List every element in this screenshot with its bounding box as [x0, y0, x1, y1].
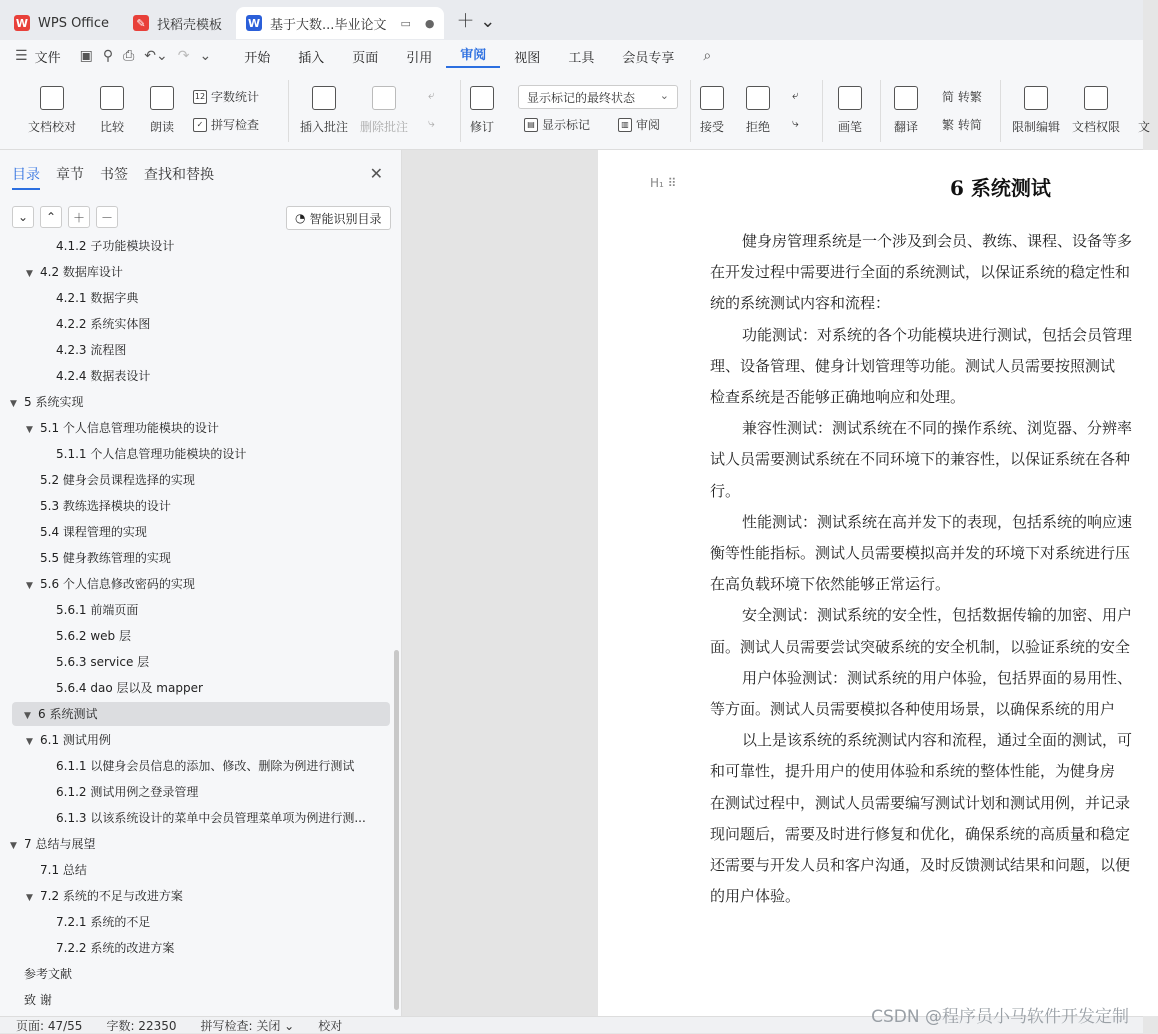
toc-item-label: 5.6.1 前端页面	[56, 603, 139, 617]
track-changes-button[interactable]: 修订	[470, 72, 494, 135]
delete-comment-button[interactable]: 删除批注	[360, 72, 408, 135]
tab-find-replace[interactable]: 查找和替换	[144, 167, 214, 183]
document-line: 安全测试：测试系统的安全性，包括数据传输的加密、用户	[742, 606, 1133, 625]
divider	[690, 80, 691, 142]
toc-item-label: 5.3 教练选择模块的设计	[40, 499, 171, 513]
document-line: 还需要与开发人员和客户沟通，及时反馈测试结果和问题，以便	[710, 856, 1131, 874]
collapse-all-button[interactable]: ⌄	[12, 206, 34, 228]
show-markup-icon: ▤	[524, 118, 538, 132]
to-traditional-button[interactable]: 简 转繁	[942, 90, 982, 104]
toc-item[interactable]	[56, 364, 394, 388]
toc-item[interactable]	[12, 702, 390, 726]
toc-item[interactable]	[56, 338, 394, 362]
toc-item-label: 6.1.2 测试用例之登录管理	[56, 785, 199, 799]
toc-item[interactable]	[10, 832, 380, 856]
divider	[822, 80, 823, 142]
add-heading-button[interactable]: ＋	[68, 206, 90, 228]
toc-item-label: 7.2.2 系统的改进方案	[56, 941, 175, 955]
toc-item[interactable]	[56, 936, 394, 960]
chevron-down-icon: ⌄	[659, 89, 669, 102]
toc-item[interactable]	[26, 884, 380, 908]
pen-icon	[838, 86, 862, 110]
document-line: 在开发过程中需要进行全面的系统测试，以保证系统的稳定性和	[710, 263, 1131, 282]
expand-arrow-icon[interactable]: ▼	[10, 841, 17, 851]
toc-item[interactable]	[56, 780, 394, 804]
document-line: 检查系统是否能够正确地响应和处理。	[710, 388, 966, 406]
document-line: 面。测试人员需要尝试突破系统的安全机制，以验证系统的安全	[710, 637, 1131, 656]
print-preview-icon[interactable]: ⎙	[123, 48, 135, 64]
expand-arrow-icon[interactable]: ▼	[26, 425, 33, 435]
compare-button[interactable]: 比较	[100, 72, 124, 135]
spell-check-icon: ✓	[193, 118, 207, 132]
more-chevron-icon[interactable]: ⌄	[199, 48, 212, 64]
menu-view[interactable]: 视图	[514, 50, 541, 66]
toc-item[interactable]	[40, 520, 394, 544]
review-ribbon	[0, 72, 1150, 150]
toc-item-label: 4.2.4 数据表设计	[56, 369, 151, 383]
toc-item[interactable]	[26, 416, 380, 440]
toc-item[interactable]	[10, 390, 380, 414]
menu-page[interactable]: 页面	[352, 50, 379, 66]
delete-comment-icon	[372, 86, 396, 110]
toc-item-label: 5.2 健身会员课程选择的实现	[40, 473, 195, 487]
prev-comment-icon[interactable]: ⤶	[428, 88, 435, 102]
save-icon[interactable]: ▣	[79, 48, 93, 64]
to-simplified-button[interactable]: 繁 转简	[942, 118, 982, 132]
reject-icon	[746, 86, 770, 110]
toc-item-label: 4.2.1 数据字典	[56, 291, 139, 305]
toc-item-label: 4.2 数据库设计	[40, 265, 123, 279]
toc-item-label: 5.6.3 service 层	[56, 655, 150, 669]
toc-item-label: 7.2 系统的不足与改进方案	[40, 889, 183, 903]
toc-item[interactable]	[40, 858, 394, 882]
next-comment-icon[interactable]: ⤷	[428, 116, 435, 130]
insert-comment-button[interactable]: 插入批注	[300, 72, 348, 135]
expand-arrow-icon[interactable]: ▼	[26, 737, 33, 747]
toc-item-label: 5 系统实现	[24, 395, 84, 409]
toc-item[interactable]	[40, 468, 394, 492]
menu-references[interactable]: 引用	[406, 50, 433, 66]
overflow-icon	[1132, 86, 1156, 110]
toc-item[interactable]	[56, 624, 394, 648]
accept-icon	[700, 86, 724, 110]
word-count-status[interactable]: 字数: 22350	[106, 1018, 177, 1033]
document-line: 的用户体验。	[710, 887, 801, 906]
document-line: 用户体验测试：测试系统的用户体验，包括界面的易用性、	[742, 668, 1133, 687]
divider	[880, 80, 881, 142]
search-icon[interactable]: ⌕	[703, 48, 712, 64]
toc-item[interactable]	[56, 286, 394, 310]
word-icon: W	[247, 16, 261, 30]
next-change-icon[interactable]: ⤷	[792, 116, 799, 130]
accept-button[interactable]: 接受	[700, 72, 724, 135]
toc-item-label: 5.1.1 个人信息管理功能模块的设计	[56, 447, 247, 461]
expand-arrow-icon[interactable]: ▼	[26, 269, 33, 279]
expand-arrow-icon[interactable]: ▼	[26, 893, 33, 903]
toc-item-label: 5.6 个人信息修改密码的实现	[40, 577, 195, 591]
menu-insert[interactable]: 插入	[298, 50, 325, 66]
toc-item[interactable]	[56, 442, 394, 466]
toc-item-label: 4.2.2 系统实体图	[56, 317, 151, 331]
document-line: 统的系统测试内容和流程：	[710, 294, 891, 313]
expand-up-button[interactable]: ⌃	[40, 206, 62, 228]
menu-file[interactable]: 文件	[34, 50, 61, 66]
document-line: 以上是该系统的系统测试内容和流程，通过全面的测试，可	[742, 731, 1133, 750]
document-line: 和可靠性，提升用户的使用体验和系统的整体性能，为健身房	[710, 762, 1116, 781]
toc-item-label: 7 总结与展望	[24, 837, 96, 851]
menu-tools[interactable]: 工具	[568, 50, 595, 66]
toc-item[interactable]	[26, 572, 380, 596]
toc-item[interactable]	[56, 312, 394, 336]
title-tab-bar	[0, 0, 1143, 40]
expand-arrow-icon[interactable]: ▼	[10, 399, 17, 409]
document-line: 健身房管理系统是一个涉及到会员、教练、课程、设备等多	[742, 232, 1133, 250]
word-count-icon: 12	[193, 90, 207, 104]
close-icon[interactable]: ✕	[369, 164, 383, 183]
toc-item[interactable]	[56, 650, 394, 674]
show-markup-button[interactable]: ▤ 显示标记	[524, 116, 590, 133]
ribbon-overflow-button[interactable]: 文	[1132, 72, 1156, 135]
hamburger-icon[interactable]: ☰	[15, 48, 28, 64]
toc-item-label: 7.1 总结	[40, 863, 87, 877]
tab-wps-office[interactable]	[4, 7, 119, 39]
toc-item[interactable]	[24, 988, 394, 1012]
review-pane-icon: ▥	[618, 118, 632, 132]
permission-icon	[1084, 86, 1108, 110]
document-line: 现问题后，需要及时进行修复和优化，确保系统的高质量和稳定	[710, 824, 1131, 843]
toc-item-label: 5.6.2 web 层	[56, 629, 131, 643]
expand-arrow-icon[interactable]: ▼	[26, 581, 33, 591]
lock-doc-icon	[1024, 86, 1048, 110]
document-line: 试人员需要测试系统在不同环境下的兼容性，以保证系统在各种	[710, 450, 1131, 469]
toc-item-label: 致 谢	[24, 993, 52, 1007]
page-indicator[interactable]: 页面: 47/55	[16, 1018, 83, 1033]
proof-status[interactable]: 校对	[318, 1018, 343, 1033]
toc-list	[0, 238, 394, 1016]
toc-item[interactable]	[56, 910, 394, 934]
spell-check-status[interactable]: 拼写检查: 关闭 ⌄	[200, 1018, 295, 1033]
track-changes-icon	[470, 86, 494, 110]
wps-logo-icon: W	[15, 16, 29, 30]
document-line: 行。	[710, 481, 741, 500]
window-icon[interactable]: ▭	[400, 16, 411, 30]
divider	[1000, 80, 1001, 142]
toc-item[interactable]	[26, 260, 380, 284]
document-line: 衡等性能指标。测试人员需要模拟高并发的环境下对系统进行压	[710, 544, 1131, 562]
tab-toc[interactable]: 目录	[12, 164, 40, 190]
toc-item-label: 5.4 课程管理的实现	[40, 525, 147, 539]
redo-icon[interactable]: ↷	[177, 48, 190, 64]
document-line: 性能测试：测试系统在高并发下的表现，包括系统的响应速	[742, 512, 1133, 531]
menu-review[interactable]: 审阅	[446, 44, 500, 68]
tab-docer[interactable]	[123, 7, 232, 39]
document-page[interactable]	[598, 150, 1158, 1016]
compare-icon	[100, 86, 124, 110]
toc-item[interactable]	[56, 806, 394, 830]
toc-item[interactable]	[56, 754, 394, 778]
divider	[460, 80, 461, 142]
comment-icon	[312, 86, 336, 110]
toc-item[interactable]	[40, 494, 394, 518]
pen-button[interactable]: 画笔	[838, 72, 862, 135]
toc-item-label: 4.2.3 流程图	[56, 343, 127, 357]
toc-item[interactable]	[40, 546, 394, 570]
markup-state-select[interactable]: 显示标记的最终状态 ⌄	[518, 85, 678, 109]
menu-start[interactable]: 开始	[244, 50, 271, 66]
menu-bar	[0, 40, 1143, 72]
reject-button[interactable]: 拒绝	[746, 72, 770, 135]
smart-toc-button[interactable]: ◔ 智能识别目录	[286, 206, 391, 230]
toc-item[interactable]	[56, 234, 394, 258]
share-icon[interactable]: ⚲	[102, 48, 114, 64]
tab-bookmarks[interactable]: 书签	[100, 167, 128, 183]
toc-item-label: 4.1.2 子功能模块设计	[56, 239, 175, 253]
restrict-edit-button[interactable]: 限制编辑	[1012, 72, 1060, 135]
read-aloud-icon	[150, 86, 174, 110]
document-line: 功能测试：对系统的各个功能模块进行测试，包括会员管理	[742, 325, 1133, 344]
toc-item-label: 参考文献	[24, 967, 73, 981]
tab-label: 基于大数...毕业论文	[270, 17, 387, 33]
document-area	[402, 150, 1143, 1016]
review-pane-button[interactable]: ▥ 审阅	[618, 116, 660, 133]
tab-label: WPS Office	[38, 15, 110, 31]
nav-scrollbar[interactable]	[394, 650, 399, 1010]
smart-toc-icon: ◔	[295, 211, 306, 225]
proofread-button[interactable]: 文档校对	[28, 72, 76, 135]
toc-controls	[12, 206, 118, 228]
document-line: 在高负载环境下依然能够正常运行。	[710, 575, 951, 594]
menu-member[interactable]: 会员专享	[622, 50, 675, 66]
read-aloud-button[interactable]: 朗读	[150, 72, 174, 135]
translate-button[interactable]: 翻译	[894, 72, 918, 135]
tab-label: 找稻壳模板	[157, 17, 223, 33]
doc-permission-button[interactable]: 文档权限	[1072, 72, 1120, 135]
translate-icon	[894, 86, 918, 110]
docer-icon: ✎	[133, 15, 149, 31]
undo-icon[interactable]: ↶⌄	[144, 48, 168, 64]
csdn-watermark: CSDN @程序员小马软件开发定制	[871, 1007, 1129, 1027]
toc-item-label: 6 系统测试	[38, 707, 98, 721]
unsaved-dot-icon[interactable]: ●	[424, 16, 435, 30]
toc-item-label: 5.6.4 dao 层以及 mapper	[56, 681, 203, 695]
tab-sections[interactable]: 章节	[56, 167, 84, 183]
word-count-button[interactable]: 12 字数统计	[194, 90, 260, 104]
toc-item[interactable]	[56, 676, 394, 700]
proofread-icon	[40, 86, 64, 110]
document-line: 在测试过程中，测试人员需要编写测试计划和测试用例，并记录	[710, 793, 1131, 812]
toc-item[interactable]	[56, 598, 394, 622]
toc-item-label: 6.1.3 以该系统设计的菜单中会员管理菜单项为例进行测...	[56, 811, 366, 825]
toc-item-label: 5.1 个人信息管理功能模块的设计	[40, 421, 219, 435]
expand-arrow-icon[interactable]: ▼	[24, 711, 31, 721]
prev-change-icon[interactable]: ⤶	[792, 88, 799, 102]
remove-heading-button[interactable]: －	[96, 206, 118, 228]
tab-document[interactable]	[236, 7, 444, 39]
spell-check-button[interactable]: ✓ 拼写检查	[193, 116, 259, 133]
divider	[288, 80, 289, 142]
navigation-pane	[0, 150, 402, 1016]
document-line: 兼容性测试：测试系统在不同的操作系统、浏览器、分辨率	[742, 419, 1133, 438]
section-heading: 6 系统测试	[950, 176, 1051, 200]
document-line: 理、设备管理、健身计划管理等功能。测试人员需要按照测试	[710, 356, 1116, 375]
document-line: 等方面。测试人员需要模拟各种使用场景，以确保系统的用户	[710, 700, 1116, 718]
toc-item[interactable]	[24, 962, 394, 986]
toc-item[interactable]	[26, 728, 380, 752]
toc-item-label: 6.1.1 以健身会员信息的添加、修改、删除为例进行测试	[56, 759, 355, 773]
toc-item-label: 6.1 测试用例	[40, 733, 111, 747]
toc-item-label: 5.5 健身教练管理的实现	[40, 551, 171, 565]
nav-tabs	[12, 164, 214, 190]
new-tab-button[interactable]: ＋ ⌄	[456, 11, 496, 32]
heading-marker[interactable]: H₁ ⠿	[650, 176, 677, 190]
toc-item-label: 7.2.1 系统的不足	[56, 915, 151, 929]
